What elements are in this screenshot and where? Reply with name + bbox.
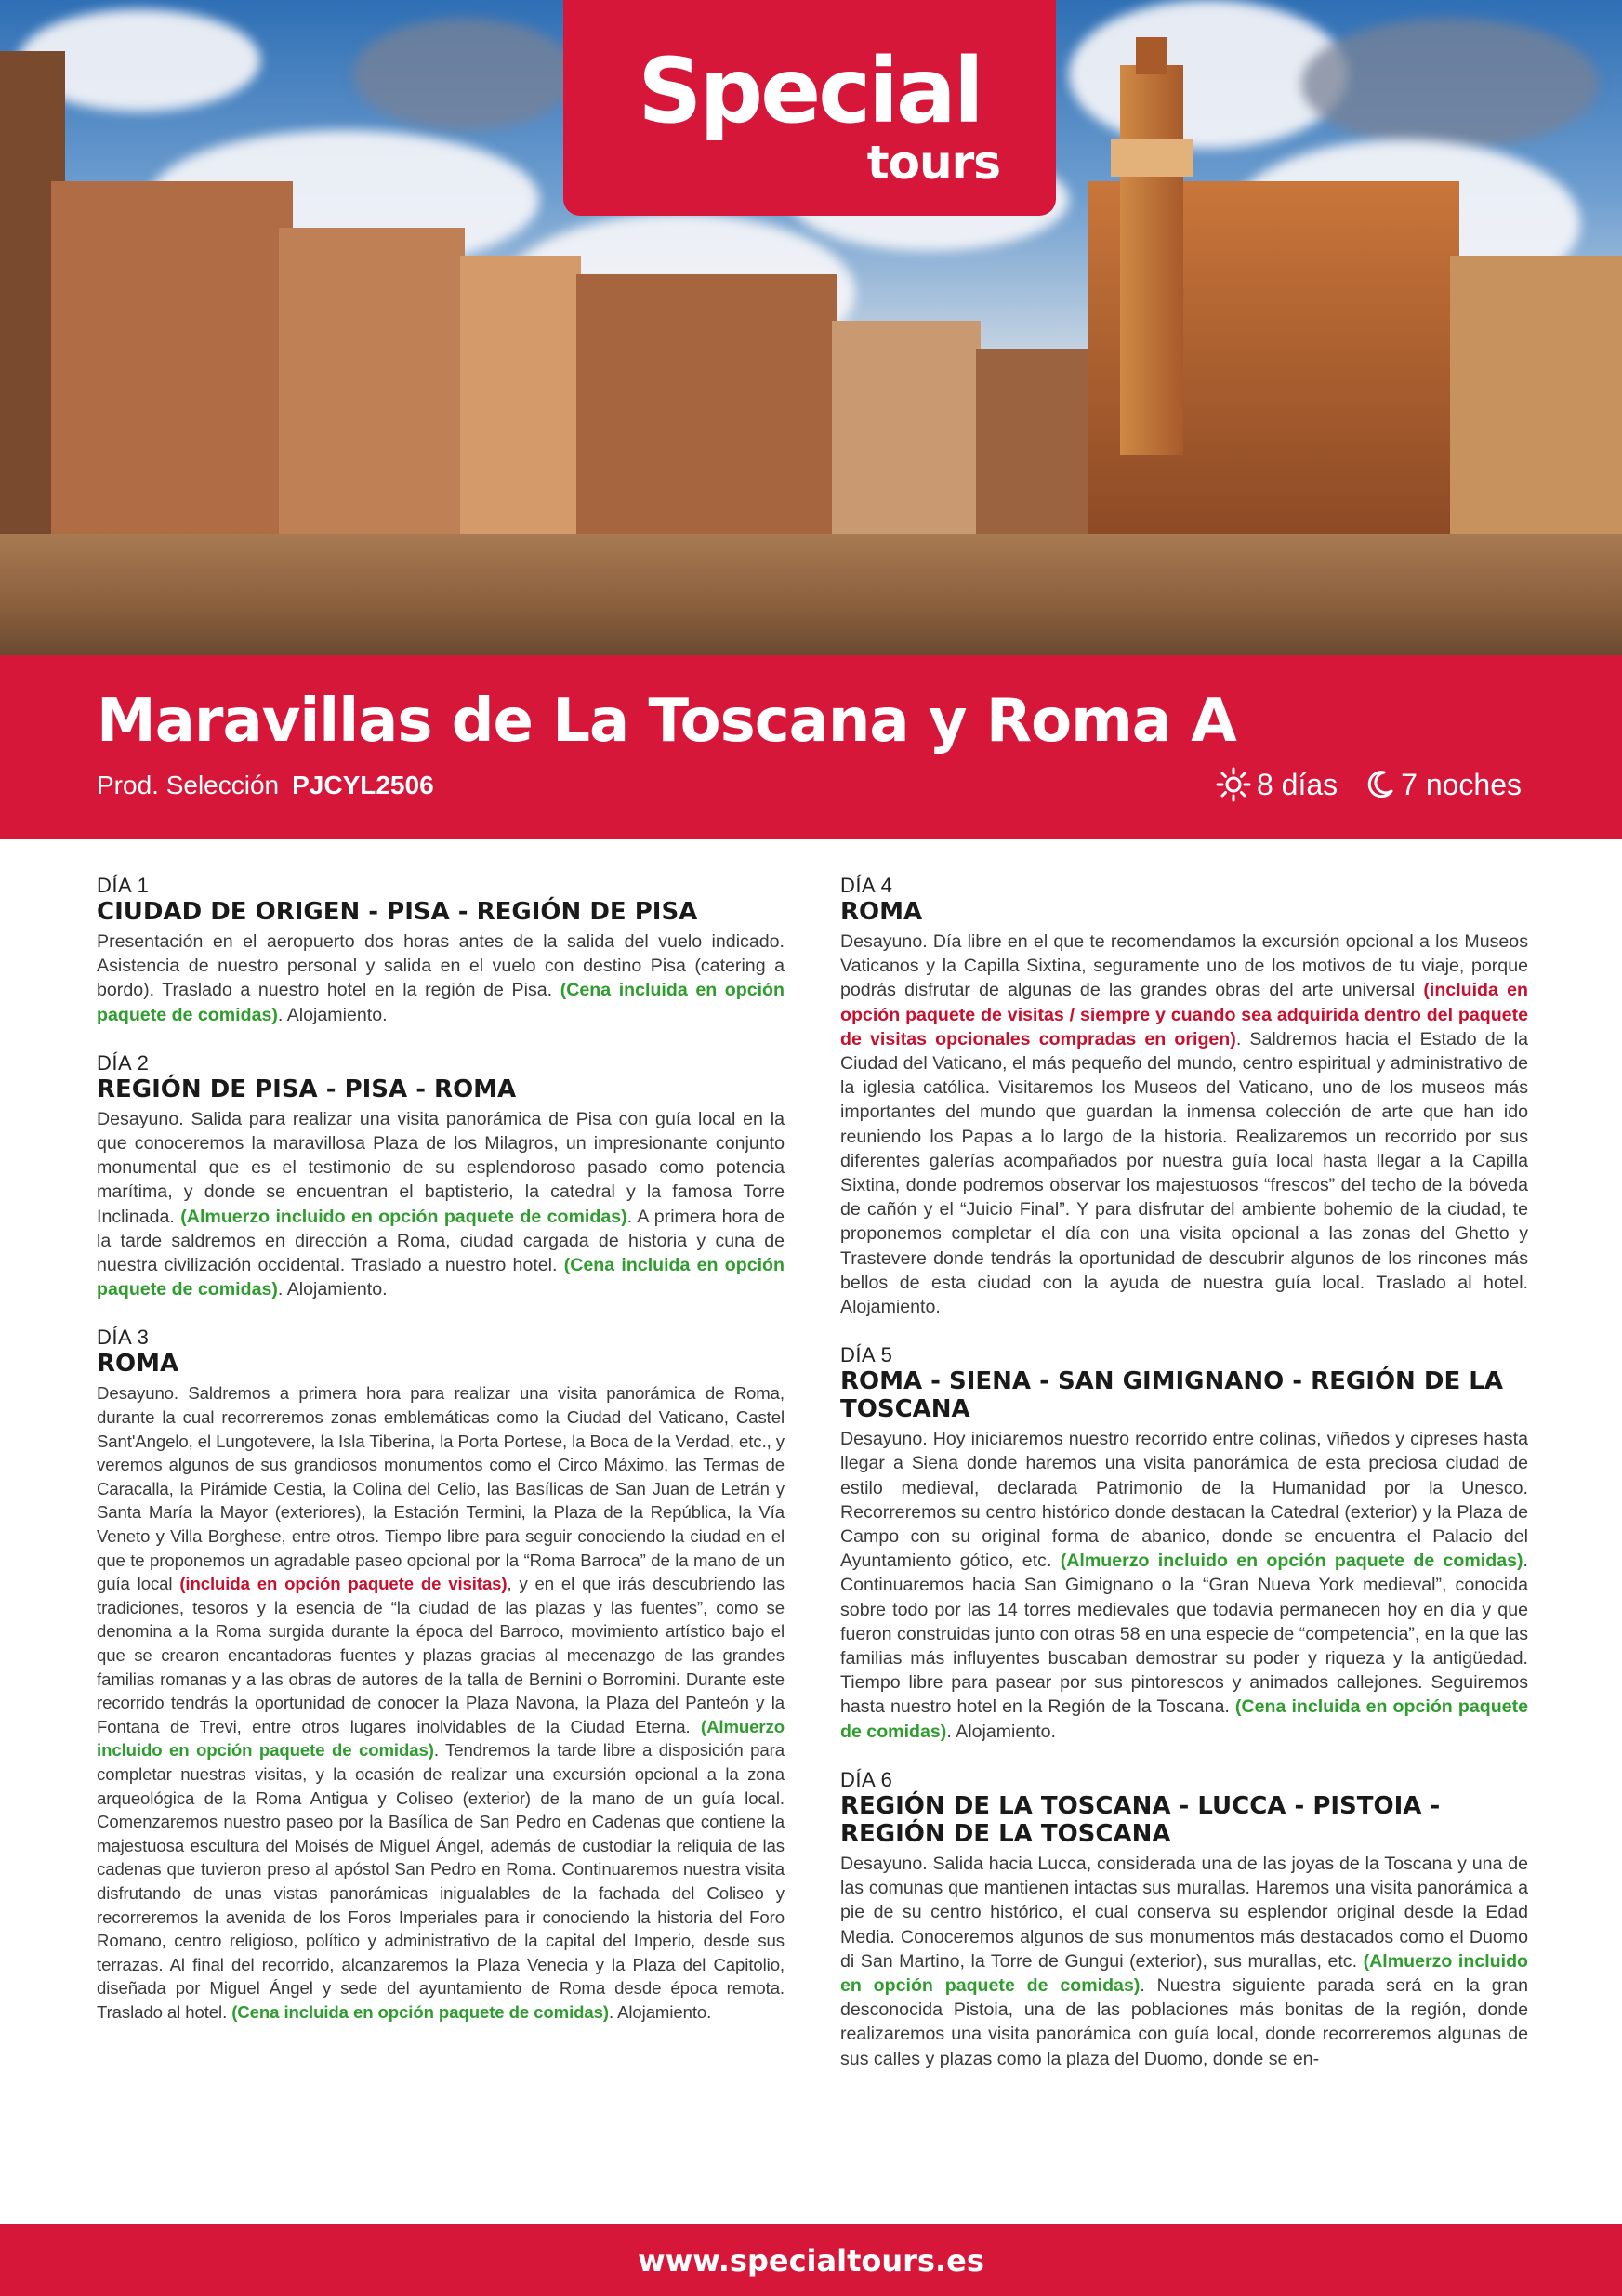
- logo-word-special: Special: [638, 39, 982, 143]
- description-text: . A primera hora de la tarde saldremos en dirección a Roma, ciudad cargada de historia y cuna de nuestra civilización occidental. Traslado a nuestro hotel.: [97, 1206, 785, 1276]
- day-description: [840, 1852, 1528, 2071]
- day-block: [97, 1326, 785, 2024]
- title-band: [0, 655, 1622, 839]
- visit-option-note: (incluida en opción paquete de visitas / siempre y cuando sea adquirida dentro del paquete de visitas opcionales compradas en origen): [840, 980, 1528, 1049]
- day-title: ROMA - SIENA - SAN GIMIGNANO - REGIÓN DE LA TOSCANA: [840, 1367, 1503, 1424]
- special-tours-logo: [563, 0, 1056, 216]
- itinerary-column-left: [97, 874, 785, 2048]
- visit-option-note: (incluida en opción paquete de visitas): [179, 1574, 508, 1594]
- meal-option-note: (Cena incluida en opción paquete de comidas): [97, 980, 785, 1025]
- description-text: . Continuaremos hacia San Gimignano o la “Gran Nueva York medieval”, conocida sobre todo por las 14 torres medievales que todavía permanecen hoy en día y que fueron construidas junto con otras 58 en una especie de “competencia”, en la que las familias más influyentes buscaban demostrar su poder y riqueza y la antigüedad. Tiempo libre para pasear por sus pintorescos y animados callejones. Seguiremos hasta nuestro hotel en la Región de la Toscana.: [840, 1550, 1528, 1718]
- day-label: DÍA 1: [97, 874, 150, 897]
- sun-icon: [1216, 767, 1251, 802]
- website-link[interactable]: www.specialtours.es: [638, 2243, 984, 2278]
- day-label: DÍA 4: [840, 874, 893, 897]
- description-text: Desayuno. Salida para realizar una visita panorámica de Pisa con guía local en la que conoceremos la maravillosa Plaza de los Milagros, un impresionante conjunto monumental que es el testimonio de su esplendoroso pasado como potencia marítima, y donde se encuentran el baptisterio, la catedral y la famosa Torre Inclinada.: [97, 1108, 785, 1227]
- day-title: ROMA: [97, 1350, 179, 1379]
- description-text: . Saldremos hacia el Estado de la Ciudad del Vaticano, el más pequeño del mundo, centro espiritual y administrativo de la iglesia católica. Visitaremos los Museos del Vaticano, uno de los museos más importantes del mundo que guardan la inmensa colección de arte que han ido reuniendo los Papas a lo largo de la historia. Realizaremos un recorrido por sus diferentes galerías acompañados por nuestra guía local hasta llegar a la Capilla Sixtina, donde podremos observar los majestuosos “frescos” del techo de la bóveda de cañón y el “Juicio Final”. Y para disfrutar del ambiente bohemio de la ciudad, te proponemos completar el día con una visita opcional a las zonas del Ghetto y Trastevere donde tendrás la oportunidad de descubrir algunos de los rincones más bellos de esta ciudad con la ayuda de nuestra guía local. Traslado al hotel. Alojamiento.: [840, 1028, 1528, 1318]
- meal-option-note: (Cena incluida en opción paquete de comidas): [840, 1696, 1528, 1742]
- description-text: Desayuno. Día libre en el que te recomendamos la excursión opcional a los Museos Vaticanos y la Capilla Sixtina, seguramente uno de los motivos de tu viaje, porque podrás disfrutar de algunas de las grandes obras del arte universal: [840, 931, 1528, 1001]
- description-text: Desayuno. Saldremos a primera hora para realizar una visita panorámica de Roma, durante la cual recorreremos zonas emblemáticas como la Ciudad del Vaticano, Castel Sant'Angelo, el Lungotevere, la Isla Tiberina, la Porta Portese, la Boca de la Verdad, etc., y veremos algunos de sus grandiosos monumentos como el Circo Máximo, las Termas de Caracalla, la Pirámide Cestia, la Colina del Celio, las Basílicas de San Juan de Letrán y Santa María la Mayor (exteriores), la Estación Termini, la Plaza de la República, la Vía Veneto y Villa Borghese, entre otros. Tiempo libre para seguir conociendo la ciudad en el que te proponemos un agradable paseo opcional por la “Roma Barroca” de la mano de un guía local: [97, 1383, 785, 1594]
- description-text: . Tendremos la tarde libre a disposición para completar nuestras visitas, y la ocasión de realizar una excursión opcional a la zona arqueológica de la Roma Antigua y Coliseo (exterior) de la mano de un guía local. Comenzaremos nuestro paseo por la Basílica de San Pedro en Cadenas que contiene la majestuosa escultura del Moisés de Miguel Ángel, además de custodiar la reliquia de las cadenas que tuvieron preso al apóstol San Pedro en Roma. Continuaremos nuestra visita disfrutando de unas vistas panorámicas inigualables de la fachada del Coliseo y recorreremos la avenida de los Foros Imperiales para ir conociendo la historia del Foro Romano, centro religioso, político y administrativo de la capital del Imperio, desde sus terrazas. Al final del recorrido, alcanzaremos la Plaza Venecia y la Plaza del Capitolio, diseñada por Miguel Ángel y sede del ayuntamiento de Roma desde época remota. Traslado al hotel.: [97, 1740, 785, 2022]
- meal-option-note: (Almuerzo incluido en opción paquete de comidas): [180, 1206, 627, 1227]
- footer-bar: [0, 2224, 1622, 2296]
- meal-option-note: (Almuerzo incluido en opción paquete de comidas): [97, 1716, 785, 1761]
- day-block: [97, 1051, 785, 1302]
- description-text: . Alojamiento.: [277, 1004, 388, 1025]
- day-description: [97, 1381, 785, 2024]
- day-title: REGIÓN DE LA TOSCANA - LUCCA - PISTOIA - REGIÓN DE LA TOSCANA: [840, 1791, 1441, 1848]
- day-label: DÍA 2: [97, 1050, 150, 1075]
- hero-photo-siena-piazza: [0, 0, 1622, 655]
- moon-icon: [1364, 769, 1395, 800]
- nights-count: 7 noches: [1401, 767, 1522, 801]
- meal-option-note: (Almuerzo incluido en opción paquete de comidas): [1060, 1550, 1523, 1572]
- day-description: [840, 1427, 1528, 1744]
- itinerary-column-right: [840, 874, 1528, 2071]
- product-line: [97, 771, 434, 800]
- day-block: [840, 1343, 1528, 1744]
- meal-option-note: (Cena incluida en opción paquete de comidas): [231, 2001, 609, 2022]
- day-title: REGIÓN DE PISA - PISA - ROMA: [97, 1075, 517, 1103]
- day-description: [97, 930, 785, 1027]
- description-text: . Nuestra siguiente parada será en la gran desconocida Pistoia, una de las poblaciones más bonitas de la región, donde realizaremos una visita panorámica con guía local, donde recorreremos algunas de sus calles y plazas como la plaza del Duomo, donde se en-: [840, 1974, 1528, 2069]
- day-title: CIUDAD DE ORIGEN - PISA - REGIÓN DE PISA: [97, 898, 698, 926]
- day-block: [840, 874, 1528, 1319]
- days-count: 8 días: [1256, 767, 1338, 801]
- meal-option-note: (Cena incluida en opción paquete de comidas): [97, 1255, 785, 1300]
- description-text: Desayuno. Salida hacia Lucca, considerada una de las joyas de la Toscana y una de las comunas que mantienen intactas sus murallas. Haremos una visita panorámica a pie de su centro histórico, el cual conserva su esplendor original desde la Edad Media. Conoceremos algunos de sus monumentos más destacados como el Duomo di San Martino, la Torre de Gungui (exterior), sus murallas, etc.: [840, 1853, 1528, 1972]
- prod-label: Prod. Selección: [97, 771, 280, 799]
- description-text: Presentación en el aeropuerto dos horas antes de la salida del vuelo indicado. Asistencia de nuestro personal y salida en el vuelo con destino Pisa (catering a bordo). Traslado a nuestro hotel en la región de Pisa.: [97, 931, 785, 1001]
- description-text: Desayuno. Hoy iniciaremos nuestro recorrido entre colinas, viñedos y cipreses hasta llegar a Siena donde haremos una visita panorámica de esta preciosa ciudad de estilo medieval, declarada Patrimonio de la Humanidad por la Unesco. Recorreremos su centro histórico donde destacan la Catedral (exterior) y la Plaza de Campo con su original forma de abanico, donde se encuentra el Palacio del Ayuntamiento gótico, etc.: [840, 1429, 1528, 1572]
- description-text: , y en el que irás descubriendo las tradiciones, tesoros y la esencia de “la ciudad de las plazas y las fuentes”, como se denomina a la Roma surgida durante la época del Barroco, movimiento artístico bajo el que se crearon encantadoras fuentes y plazas gracias al mecenazgo de las grandes familias romanas y a las obras de autores de la talla de Bernini o Borromini. Durante este recorrido tendrás la oportunidad de conocer la Plaza Navona, la Plaza del Panteón y la Fontana de Trevi, entre otros lugares inolvidables de la Ciudad Eterna.: [97, 1574, 785, 1736]
- duration-info: [1216, 767, 1522, 802]
- description-text: . Alojamiento.: [608, 2001, 712, 2022]
- page-title: Maravillas de La Toscana y Roma A: [97, 687, 1236, 756]
- day-label: DÍA 6: [840, 1767, 893, 1791]
- day-description: [840, 930, 1528, 1319]
- day-label: DÍA 3: [97, 1326, 150, 1350]
- day-block: [840, 1768, 1528, 2071]
- day-title: ROMA: [840, 898, 923, 926]
- day-label: DÍA 5: [840, 1343, 893, 1367]
- description-text: . Alojamiento.: [946, 1721, 1056, 1742]
- logo-word-tours: tours: [866, 136, 1000, 190]
- description-text: . Alojamiento.: [277, 1279, 388, 1300]
- meal-option-note: (Almuerzo incluido en opción paquete de comidas): [840, 1950, 1529, 1996]
- day-description: [97, 1107, 785, 1302]
- prod-code: PJCYL2506: [292, 771, 434, 799]
- day-block: [97, 874, 785, 1027]
